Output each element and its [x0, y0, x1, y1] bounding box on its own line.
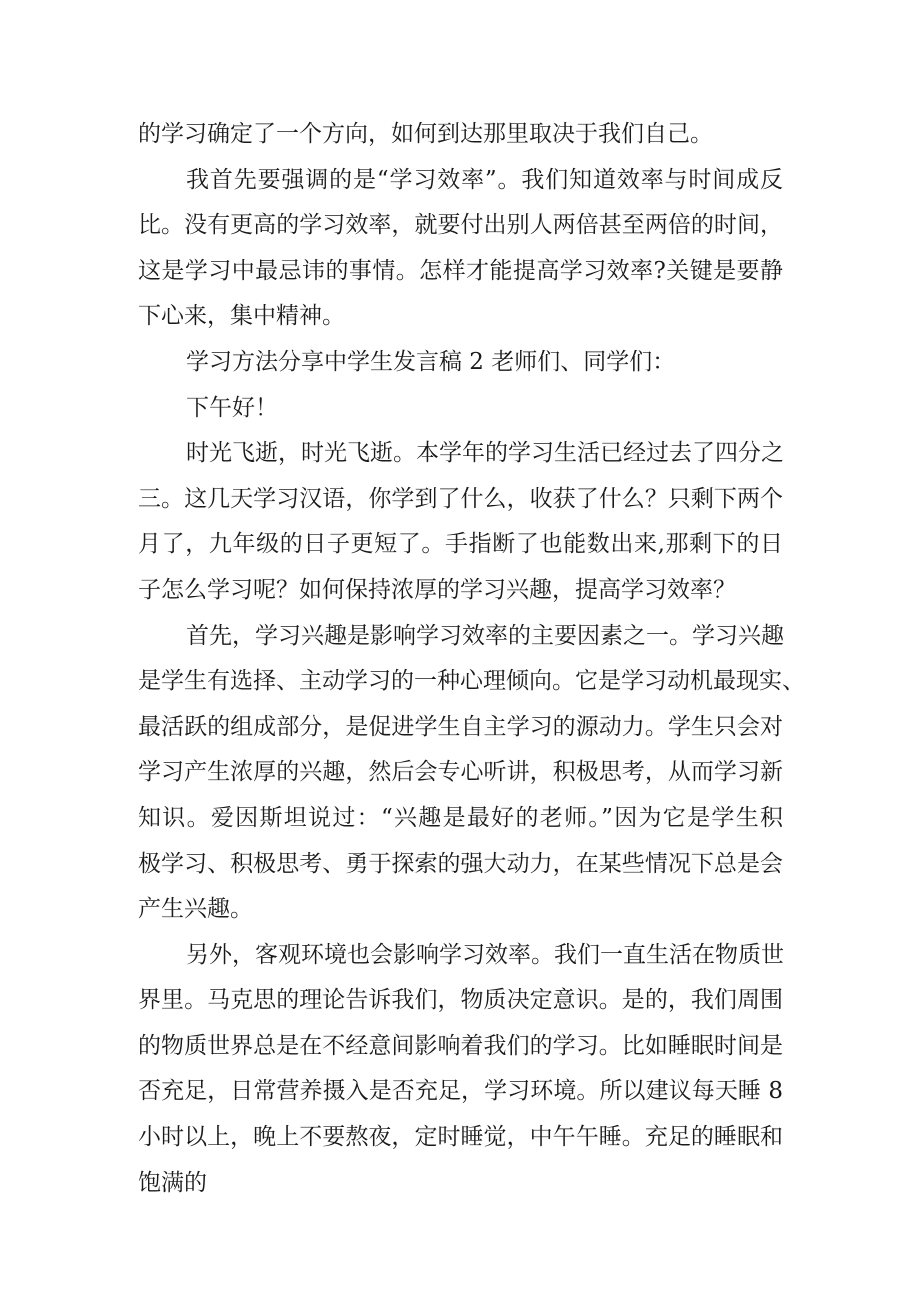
text-line: 比。没有更高的学习效率，就要付出别人两倍甚至两倍的时间， [138, 212, 783, 239]
text-line: 知识。爱因斯坦说过：“兴趣是最好的老师。”因为它是学生积 [138, 804, 783, 831]
text-line: 这是学习中最忌讳的事情。怎样才能提高学习效率?关键是要静 [138, 257, 783, 284]
text-line: 月了，九年级的日子更短了。手指断了也能数出来,那剩下的日 [138, 531, 783, 558]
document-page [138, 112, 805, 1206]
paragraph-first-line: 时光飞逝，时光飞逝。本学年的学习生活已经过去了四分之 [186, 440, 784, 467]
text-line: 学习产生浓厚的兴趣，然后会专心听讲，积极思考，从而学习新 [138, 759, 783, 786]
text-line: 否充足，日常营养摄入是否充足，学习环境。所以建议每天睡 8 [138, 1078, 783, 1105]
text-line: 下心来，集中精神。 [138, 303, 345, 330]
text-line: 饱满的 [138, 1169, 207, 1196]
text-line: 小时以上，晚上不要熬夜，定时睡觉，中午午睡。充足的睡眠和 [138, 1124, 783, 1151]
section-heading-line: 学习方法分享中学生发言稿 2 老师们、同学们： [186, 348, 676, 375]
greeting-line: 下午好！ [186, 394, 278, 421]
text-line: 的物质世界总是在不经意间影响着我们的学习。比如睡眠时间是 [138, 1032, 783, 1059]
text-line: 子怎么学习呢？如何保持浓厚的学习兴趣，提高学习效率？ [138, 576, 736, 603]
paragraph-first-line: 首先，学习兴趣是影响学习效率的主要因素之一。学习兴趣 [186, 622, 784, 649]
text-line: 三。这几天学习汉语，你学到了什么，收获了什么？只剩下两个 [138, 485, 783, 512]
text-line: 的学习确定了一个方向，如何到达那里取决于我们自己。 [138, 121, 713, 147]
text-line: 极学习、积极思考、勇于探索的强大动力，在某些情况下总是会 [138, 850, 783, 877]
text-line: 界里。马克思的理论告诉我们，物质决定意识。是的，我们周围 [138, 987, 783, 1014]
text-line: 最活跃的组成部分，是促进学生自主学习的源动力。学生只会对 [138, 713, 783, 740]
paragraph-first-line: 我首先要强调的是“学习效率”。我们知道效率与时间成反 [186, 166, 783, 193]
paragraph-first-line: 另外，客观环境也会影响学习效率。我们一直生活在物质世 [186, 941, 784, 968]
text-line: 是学生有选择、主动学习的一种心理倾向。它是学习动机最现实、 [138, 668, 805, 695]
text-line: 产生兴趣。 [138, 896, 253, 923]
